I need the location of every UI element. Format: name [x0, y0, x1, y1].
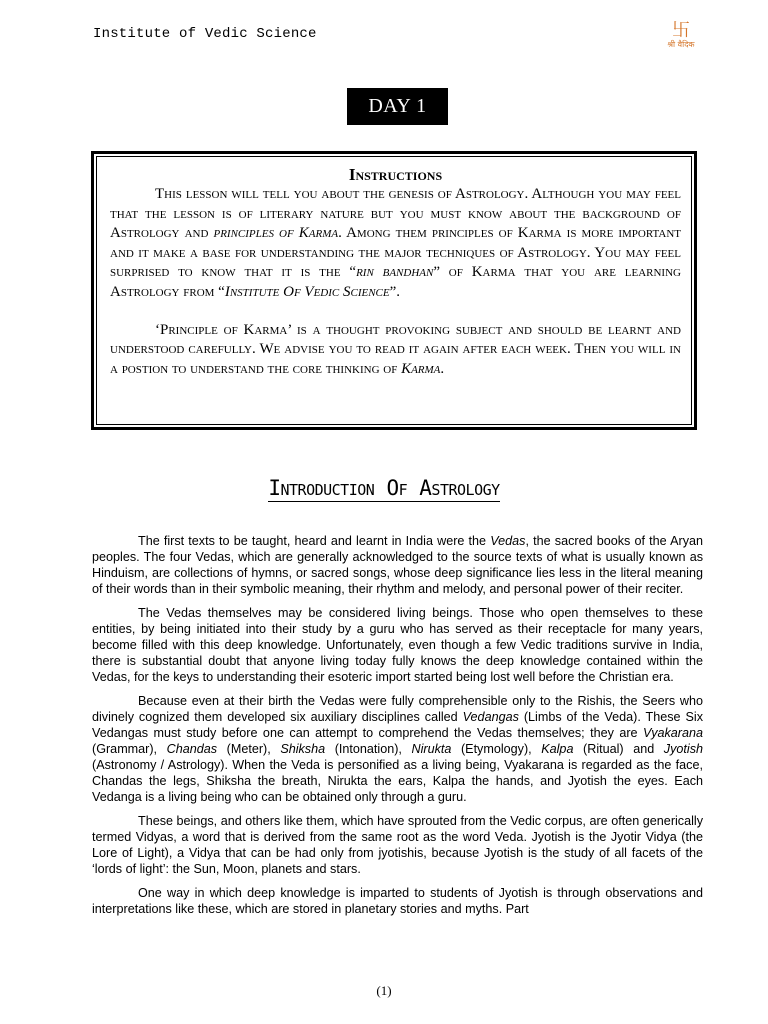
italic-run: Nirukta — [411, 742, 452, 756]
body-paragraph — [92, 533, 703, 597]
body-text — [92, 533, 703, 925]
body-paragraph — [92, 693, 703, 805]
text-run: . — [440, 360, 445, 377]
instructions-title: Instructions — [348, 165, 443, 184]
text-run: . Among them principles of Karma is more important and it make a base for understanding the major techniques of Astrology. You may feel surprised to know that it is the “ — [110, 225, 681, 281]
text-run: , the sacred books of the Aryan peoples. The four Vedas, which are generally acknowledged to the source texts of what is usually known as Hinduism, are collections of hymns, or sacred songs, whose deep significance lies less in the literal meaning of their words than in their symbolic meaning, their rhythm and melody, and personal power of their reciter. — [92, 534, 704, 596]
text-run: (Meter), — [217, 742, 281, 756]
text-run: ‘Principle of Karma’ is a thought provoking subject and should be learnt and understood carefully. We advise you to read it again after each week. Then you will in a postion to understand the core thinking of — [110, 321, 681, 377]
italic-run: principles of Karma — [213, 225, 339, 242]
institute-logo — [664, 22, 698, 50]
section-heading — [0, 476, 768, 500]
italic-run: Vedas — [490, 534, 526, 548]
italic-run: Institute Of Vedic Science — [224, 283, 390, 300]
italic-run: Kalpa — [541, 742, 574, 756]
text-run: (Intonation), — [325, 742, 412, 756]
text-run: Because even at their birth the Vedas were fully comprehensible only to the Rishis, the Seers who divinely cognized them developed six auxiliary disciplines called — [92, 694, 703, 724]
italic-run: Shiksha — [280, 742, 326, 756]
text-run: (Limbs of the Veda). These Six Vedangas must study before one can attempt to comprehend the Vedas themselves; they are — [92, 710, 703, 740]
section-heading-text: Introduction Of Astrology — [268, 476, 500, 500]
italic-run: Vyakarana — [643, 726, 703, 740]
instructions-paragraph — [110, 321, 681, 380]
day-label: DAY 1 — [347, 88, 448, 125]
text-run: The first texts to be taught, heard and learnt in India were the — [138, 534, 491, 548]
header-title: Institute of Vedic Science — [93, 26, 317, 42]
body-paragraph: These beings, and others like them, which have sprouted from the Vedic corpus, are often generically termed Vidyas, a word that is derived from the same root as the word Veda. Jyotish is the Jyotir Vidya (the Lore of Light), a Vidya that can be had only from jyotishis, because Jyotish is the study of all facets of the ‘lords of light’: the Sun, Moon, planets and stars. — [92, 814, 703, 876]
body-paragraph: One way in which deep knowledge is imparted to students of Jyotish is through observations and interpretations like these, which are stored in planetary stories and myths. Part — [92, 886, 703, 916]
text-run: ” of Karma that you are learning Astrology from “ — [110, 264, 681, 300]
instructions-inner — [96, 156, 692, 425]
text-run: (Ritual) and — [573, 742, 664, 756]
text-run: (Astronomy / Astrology). When the Veda is personified as a living being, Vyakarana is regarded as the face, Chandas the legs, Shiksha the breath, Nirukta the ears, Kalpa the hands, and Jyotish the eyes. Each Vedanga is a living being who can be obtained only through a guru. — [92, 758, 703, 804]
text-run: This lesson will tell you about the genesis of Astrology. Although you may feel that the lesson is of literary nature but you must know about the background of Astrology and — [110, 186, 681, 242]
instructions-box — [91, 151, 697, 430]
text-run: (Grammar), — [92, 742, 167, 756]
italic-run: rin bandhan — [356, 264, 434, 281]
text-run: ”. — [389, 283, 401, 300]
italic-run: Jyotish — [663, 742, 703, 756]
page-number: (1) — [376, 983, 392, 998]
instructions-paragraph — [110, 185, 681, 303]
italic-run: Chandas — [166, 742, 218, 756]
text-run: (Etymology), — [451, 742, 542, 756]
italic-run: Karma — [401, 360, 441, 377]
body-paragraph: The Vedas themselves may be considered living beings. Those who open themselves to these entities, by being initiated into their study by a guru who has served as their receptacle for many years, become filled with this deep knowledge. Unfortunately, even though a few Vedic traditions survive in India, there is substantial doubt that anyone living today fully knows the deep knowledge contained within the Vedas, for the keys to understanding their esoteric import started being lost well before the Christian era. — [92, 606, 703, 684]
italic-run: Vedangas — [462, 710, 519, 724]
logo-text: श्री वैदिक — [667, 40, 695, 49]
swastika-icon: 卐 — [672, 20, 690, 41]
